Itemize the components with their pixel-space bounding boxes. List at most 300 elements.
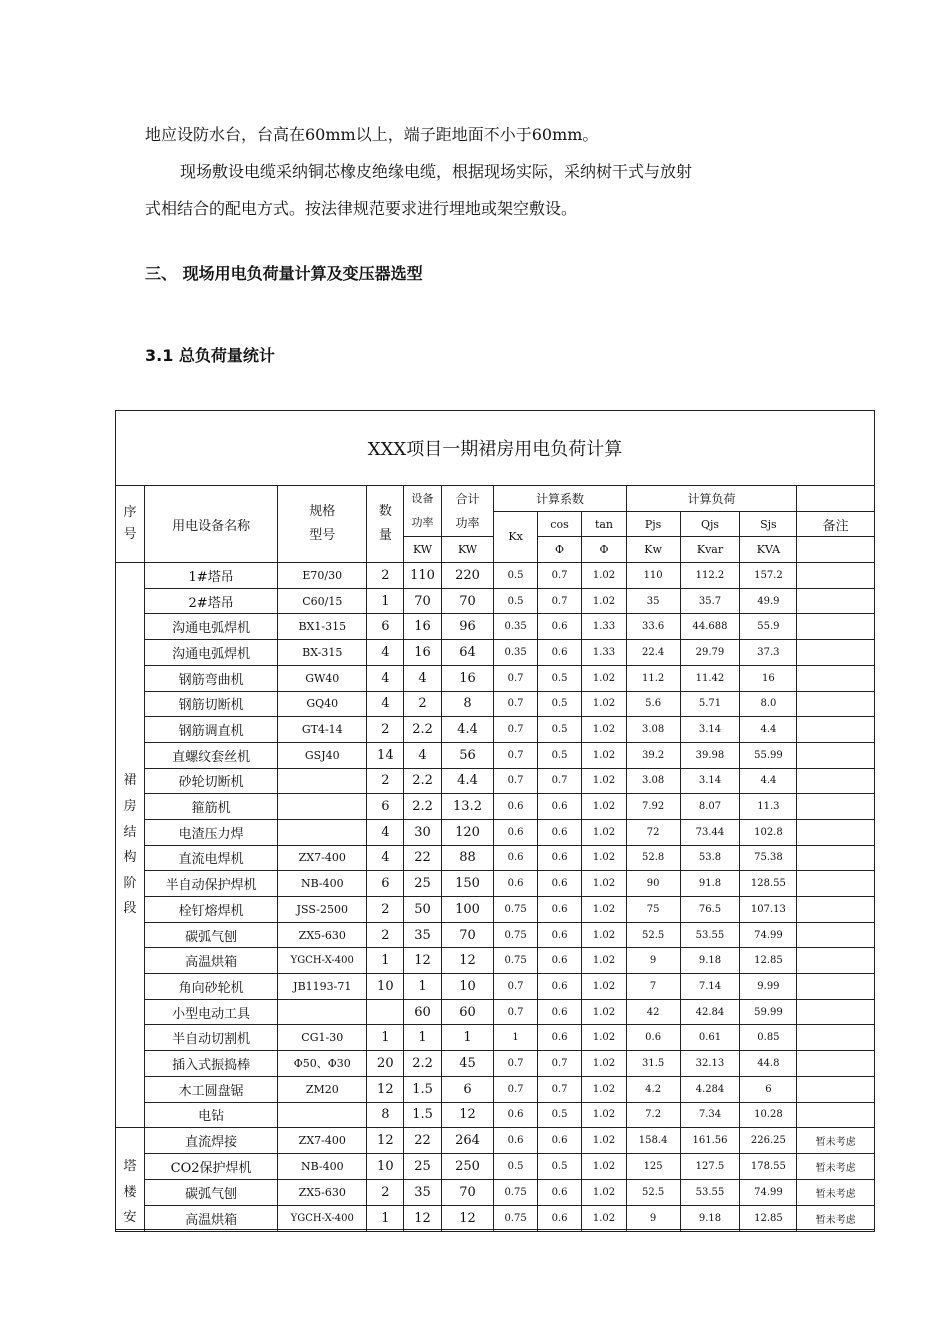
table-row [116, 1206, 875, 1232]
cell-kx: 0.6 [494, 1102, 537, 1128]
cell-pjs: 3.08 [626, 717, 680, 743]
cell-total: 250 [441, 1154, 494, 1180]
cell-pjs: 7 [626, 974, 680, 1000]
cell-pjs: 35 [626, 588, 680, 614]
cell-sjs: 12.85 [740, 1206, 797, 1232]
header-qjs: Qjs [680, 511, 740, 537]
header-tan: tan [582, 511, 626, 537]
cell-sjs: 74.99 [740, 922, 797, 948]
cell-note [797, 794, 875, 820]
cell-name: 直流电焊机 [144, 845, 277, 871]
group-label-char: 塔 [123, 1159, 137, 1175]
header-pjs: Pjs [626, 511, 680, 537]
table-row [116, 691, 875, 717]
cell-tan: 1.02 [582, 1180, 626, 1206]
cell-power: 1.5 [404, 1102, 441, 1128]
cell-cos: 0.5 [537, 691, 581, 717]
table-row [116, 999, 875, 1025]
cell-total: 13.2 [441, 794, 494, 820]
cell-sjs: 6 [740, 1076, 797, 1102]
cell-model: ZX5-630 [278, 1180, 367, 1206]
cell-note [797, 948, 875, 974]
cell-total: 70 [441, 922, 494, 948]
cell-qjs: 7.14 [680, 974, 740, 1000]
group-label-char: 构 [123, 850, 137, 866]
cell-kx: 0.7 [494, 974, 537, 1000]
cell-tan: 1.02 [582, 563, 626, 589]
cell-qjs: 11.42 [680, 665, 740, 691]
table-row [116, 1076, 875, 1102]
cell-tan: 1.02 [582, 1102, 626, 1128]
cell-power: 70 [404, 588, 441, 614]
cell-tan: 1.02 [582, 974, 626, 1000]
cell-cos: 0.6 [537, 948, 581, 974]
group-label-podium [116, 563, 145, 1128]
cell-note [797, 1051, 875, 1077]
cell-tan: 1.33 [582, 640, 626, 666]
table-row [116, 845, 875, 871]
cell-note [797, 768, 875, 794]
cell-power: 16 [404, 614, 441, 640]
cell-pjs: 5.6 [626, 691, 680, 717]
cell-sjs: 8.0 [740, 691, 797, 717]
cell-power: 16 [404, 640, 441, 666]
cell-qty [367, 999, 404, 1025]
cell-model: GQ40 [278, 691, 367, 717]
cell-qjs: 42.84 [680, 999, 740, 1025]
cell-total: 4.4 [441, 717, 494, 743]
table-row [116, 1180, 875, 1206]
cell-power: 2.2 [404, 717, 441, 743]
cell-model: BX-315 [278, 640, 367, 666]
cell-note [797, 819, 875, 845]
cell-qty: 4 [367, 845, 404, 871]
cell-cos: 0.6 [537, 871, 581, 897]
cell-name: CO2保护焊机 [144, 1154, 277, 1180]
cell-sjs: 9.99 [740, 974, 797, 1000]
cell-model: ZX7-400 [278, 845, 367, 871]
cell-model [278, 768, 367, 794]
header-cos-unit: Φ [537, 537, 581, 563]
cell-cos: 0.6 [537, 1128, 581, 1154]
cell-power: 110 [404, 563, 441, 589]
load-table [115, 485, 875, 1232]
cell-tan: 1.02 [582, 1051, 626, 1077]
cell-name: 角向砂轮机 [144, 974, 277, 1000]
cell-model: JB1193-71 [278, 974, 367, 1000]
cell-total: 264 [441, 1128, 494, 1154]
cell-cos: 0.6 [537, 819, 581, 845]
header-seq [116, 486, 145, 563]
cell-qty: 8 [367, 1102, 404, 1128]
cell-kx: 0.7 [494, 717, 537, 743]
cell-note [797, 1102, 875, 1128]
header-power-label: 设备功率 [411, 492, 434, 530]
cell-tan: 1.02 [582, 794, 626, 820]
cell-qty: 6 [367, 871, 404, 897]
cell-name: 直螺纹套丝机 [144, 742, 277, 768]
cell-pjs: 125 [626, 1154, 680, 1180]
cell-kx: 0.5 [494, 588, 537, 614]
cell-total: 100 [441, 897, 494, 923]
cell-kx: 0.7 [494, 742, 537, 768]
table-row [116, 897, 875, 923]
cell-name: 木工圆盘锯 [144, 1076, 277, 1102]
cell-power: 1.5 [404, 1076, 441, 1102]
cell-name: 小型电动工具 [144, 999, 277, 1025]
cell-kx: 0.7 [494, 1076, 537, 1102]
cell-sjs: 44.8 [740, 1051, 797, 1077]
cell-name: 直流焊接 [144, 1128, 277, 1154]
cell-qjs: 8.07 [680, 794, 740, 820]
cell-pjs: 72 [626, 819, 680, 845]
cell-model: GW40 [278, 665, 367, 691]
header-power-unit: KW [404, 537, 441, 563]
table-row [116, 1025, 875, 1051]
cell-cos: 0.5 [537, 1154, 581, 1180]
cell-total: 12 [441, 1102, 494, 1128]
cell-note [797, 1025, 875, 1051]
cell-qjs: 91.8 [680, 871, 740, 897]
cell-power: 30 [404, 819, 441, 845]
cell-power: 60 [404, 999, 441, 1025]
cell-total: 8 [441, 691, 494, 717]
cell-kx: 0.75 [494, 948, 537, 974]
header-note: 备注 [797, 511, 875, 537]
cell-total: 70 [441, 588, 494, 614]
cell-power: 2.2 [404, 794, 441, 820]
cell-pjs: 90 [626, 871, 680, 897]
cell-sjs: 55.9 [740, 614, 797, 640]
table-row [116, 563, 875, 589]
cell-kx: 0.75 [494, 897, 537, 923]
cell-total: 1 [441, 1025, 494, 1051]
cell-kx: 0.5 [494, 563, 537, 589]
table-row [116, 665, 875, 691]
cell-qjs: 7.34 [680, 1102, 740, 1128]
group-label-char: 结 [123, 824, 137, 840]
cell-model: YGCH-X-400 [278, 1206, 367, 1232]
paragraph-3: 式相结合的配电方式。按法律规范要求进行埋地或架空敷设。 [145, 199, 578, 218]
cell-name: 钢筋弯曲机 [144, 665, 277, 691]
cell-qty: 2 [367, 563, 404, 589]
cell-qjs: 53.55 [680, 922, 740, 948]
cell-name: 沟通电弧焊机 [144, 614, 277, 640]
group-label-char: 段 [123, 901, 137, 917]
cell-name: 碳弧气刨 [144, 922, 277, 948]
header-tan-unit: Φ [582, 537, 626, 563]
cell-cos: 0.7 [537, 1076, 581, 1102]
paragraph-2: 现场敷设电缆采纳铜芯橡皮绝缘电缆，根据现场实际，采纳树干式与放射 [180, 162, 693, 181]
table-row [116, 614, 875, 640]
cell-note [797, 1076, 875, 1102]
cell-pjs: 39.2 [626, 742, 680, 768]
cell-qty: 10 [367, 1154, 404, 1180]
cell-pjs: 4.2 [626, 1076, 680, 1102]
cell-sjs: 128.55 [740, 871, 797, 897]
cell-pjs: 52.8 [626, 845, 680, 871]
cell-qty: 6 [367, 794, 404, 820]
cell-pjs: 110 [626, 563, 680, 589]
header-total-unit: KW [441, 537, 494, 563]
cell-note [797, 897, 875, 923]
cell-total: 96 [441, 614, 494, 640]
cell-sjs: 74.99 [740, 1180, 797, 1206]
cell-name: 碳弧气刨 [144, 1180, 277, 1206]
cell-cos: 0.6 [537, 974, 581, 1000]
cell-cos: 0.6 [537, 640, 581, 666]
cell-qty: 6 [367, 614, 404, 640]
cell-model: NB-400 [278, 1154, 367, 1180]
cell-model: BX1-315 [278, 614, 367, 640]
cell-pjs: 158.4 [626, 1128, 680, 1154]
header-kx: Kx [494, 511, 537, 562]
cell-tan: 1.02 [582, 948, 626, 974]
cell-total: 70 [441, 1180, 494, 1206]
cell-name: 电钻 [144, 1102, 277, 1128]
cell-pjs: 0.6 [626, 1025, 680, 1051]
cell-qty: 1 [367, 1206, 404, 1232]
cell-qjs: 44.688 [680, 614, 740, 640]
cell-cos: 0.7 [537, 563, 581, 589]
section-heading: 三、 现场用电负荷量计算及变压器选型 [145, 264, 423, 283]
cell-tan: 1.02 [582, 845, 626, 871]
cell-sjs: 178.55 [740, 1154, 797, 1180]
cell-model: ZM20 [278, 1076, 367, 1102]
cell-model: GSJ40 [278, 742, 367, 768]
cell-qjs: 35.7 [680, 588, 740, 614]
table-row [116, 742, 875, 768]
cell-model: ZX7-400 [278, 1128, 367, 1154]
cell-kx: 0.35 [494, 614, 537, 640]
cell-qjs: 3.14 [680, 717, 740, 743]
header-total-label: 合计功率 [455, 492, 480, 531]
cell-qty: 1 [367, 948, 404, 974]
cell-pjs: 11.2 [626, 665, 680, 691]
cell-pjs: 22.4 [626, 640, 680, 666]
cell-model: ZX5-630 [278, 922, 367, 948]
header-pjs-unit: Kw [626, 537, 680, 563]
cell-cos: 0.5 [537, 1102, 581, 1128]
cell-model [278, 999, 367, 1025]
table-row [116, 1128, 875, 1154]
cell-qjs: 3.14 [680, 768, 740, 794]
cell-sjs: 75.38 [740, 845, 797, 871]
header-model [278, 486, 367, 563]
cell-qjs: 0.61 [680, 1025, 740, 1051]
cell-sjs: 226.25 [740, 1128, 797, 1154]
cell-note [797, 845, 875, 871]
cell-sjs: 10.28 [740, 1102, 797, 1128]
cell-qty: 2 [367, 768, 404, 794]
cell-kx: 0.5 [494, 1154, 537, 1180]
cell-name: 半自动保护焊机 [144, 871, 277, 897]
group-label-tower [116, 1128, 145, 1232]
subsection-heading: 3.1 总负荷量统计 [145, 346, 275, 365]
header-power [404, 486, 441, 537]
cell-cos: 0.6 [537, 897, 581, 923]
cell-name: 箍筋机 [144, 794, 277, 820]
cell-total: 4.4 [441, 768, 494, 794]
cell-kx: 0.6 [494, 819, 537, 845]
cell-pjs: 7.2 [626, 1102, 680, 1128]
table-row [116, 1102, 875, 1128]
cell-qty: 4 [367, 819, 404, 845]
cell-qty: 4 [367, 691, 404, 717]
cell-note: 暂未考虑 [797, 1206, 875, 1232]
cell-sjs: 4.4 [740, 717, 797, 743]
cell-name: 半自动切割机 [144, 1025, 277, 1051]
cell-kx: 0.35 [494, 640, 537, 666]
cell-name: 电渣压力焊 [144, 819, 277, 845]
cell-power: 2.2 [404, 1051, 441, 1077]
cell-cos: 0.5 [537, 665, 581, 691]
cell-note [797, 640, 875, 666]
cell-qty: 12 [367, 1076, 404, 1102]
cell-model: E70/30 [278, 563, 367, 589]
cell-power: 1 [404, 974, 441, 1000]
cell-sjs: 49.9 [740, 588, 797, 614]
cell-power: 12 [404, 1206, 441, 1232]
cell-cos: 0.5 [537, 717, 581, 743]
cell-total: 12 [441, 948, 494, 974]
cell-tan: 1.02 [582, 999, 626, 1025]
cell-note: 暂未考虑 [797, 1128, 875, 1154]
cell-qjs: 5.71 [680, 691, 740, 717]
header-sjs: Sjs [740, 511, 797, 537]
cell-qty: 1 [367, 588, 404, 614]
cell-note [797, 717, 875, 743]
cell-name: 插入式振捣棒 [144, 1051, 277, 1077]
cell-power: 4 [404, 742, 441, 768]
cell-qty: 4 [367, 665, 404, 691]
cell-name: 2#塔吊 [144, 588, 277, 614]
cell-total: 60 [441, 999, 494, 1025]
cell-name: 1#塔吊 [144, 563, 277, 589]
cell-pjs: 42 [626, 999, 680, 1025]
cell-qty: 4 [367, 640, 404, 666]
cell-tan: 1.02 [582, 742, 626, 768]
cell-tan: 1.02 [582, 922, 626, 948]
cell-sjs: 0.85 [740, 1025, 797, 1051]
cell-note [797, 665, 875, 691]
cell-cos: 0.6 [537, 999, 581, 1025]
header-sjs-unit: KVA [740, 537, 797, 563]
cell-cos: 0.6 [537, 845, 581, 871]
cell-pjs: 31.5 [626, 1051, 680, 1077]
cell-model: JSS-2500 [278, 897, 367, 923]
header-model-label: 规格型号 [309, 504, 336, 544]
header-note-bottom [797, 537, 875, 563]
cell-tan: 1.02 [582, 1128, 626, 1154]
header-name: 用电设备名称 [144, 486, 277, 563]
cell-name: 砂轮切断机 [144, 768, 277, 794]
cell-pjs: 52.5 [626, 922, 680, 948]
cell-tan: 1.02 [582, 1206, 626, 1232]
header-cos: cos [537, 511, 581, 537]
cell-total: 64 [441, 640, 494, 666]
header-coef-group: 计算系数 [494, 486, 626, 512]
cell-pjs: 33.6 [626, 614, 680, 640]
cell-power: 50 [404, 897, 441, 923]
cell-power: 2 [404, 691, 441, 717]
cell-qjs: 127.5 [680, 1154, 740, 1180]
table-row [116, 948, 875, 974]
cell-total: 6 [441, 1076, 494, 1102]
cell-cos: 0.6 [537, 1025, 581, 1051]
cell-model [278, 794, 367, 820]
header-note-top [797, 486, 875, 512]
cell-note [797, 691, 875, 717]
cell-model: GT4-14 [278, 717, 367, 743]
cell-tan: 1.02 [582, 1154, 626, 1180]
cell-note: 暂未考虑 [797, 1180, 875, 1206]
cell-name: 钢筋调直机 [144, 717, 277, 743]
table-row [116, 871, 875, 897]
cell-power: 25 [404, 1154, 441, 1180]
cell-model [278, 1102, 367, 1128]
cell-power: 12 [404, 948, 441, 974]
group-label-char: 安 [123, 1210, 137, 1226]
cell-total: 12 [441, 1206, 494, 1232]
cell-qjs: 161.56 [680, 1128, 740, 1154]
cell-sjs: 16 [740, 665, 797, 691]
cell-kx: 0.75 [494, 1206, 537, 1232]
cell-pjs: 9 [626, 948, 680, 974]
cell-qjs: 39.98 [680, 742, 740, 768]
cell-pjs: 75 [626, 897, 680, 923]
cell-note [797, 922, 875, 948]
cell-cos: 0.6 [537, 922, 581, 948]
cell-qjs: 53.55 [680, 1180, 740, 1206]
cell-total: 45 [441, 1051, 494, 1077]
table-title: XXX项目一期裙房用电负荷计算 [367, 438, 623, 460]
cell-qty: 12 [367, 1128, 404, 1154]
cell-tan: 1.02 [582, 1076, 626, 1102]
cell-kx: 0.7 [494, 1051, 537, 1077]
cell-sjs: 12.85 [740, 948, 797, 974]
cell-power: 1 [404, 1025, 441, 1051]
table-row [116, 1154, 875, 1180]
cell-power: 2.2 [404, 768, 441, 794]
cell-total: 120 [441, 819, 494, 845]
cell-name: 高温烘箱 [144, 948, 277, 974]
cell-model [278, 819, 367, 845]
cell-total: 150 [441, 871, 494, 897]
cell-power: 22 [404, 1128, 441, 1154]
cell-total: 10 [441, 974, 494, 1000]
cell-sjs: 59.99 [740, 999, 797, 1025]
cell-tan: 1.02 [582, 717, 626, 743]
cell-name: 高温烘箱 [144, 1206, 277, 1232]
cell-note [797, 588, 875, 614]
cell-tan: 1.02 [582, 897, 626, 923]
cell-qjs: 9.18 [680, 1206, 740, 1232]
cell-qjs: 76.5 [680, 897, 740, 923]
group-label-char: 裙 [123, 773, 137, 789]
cell-cos: 0.6 [537, 794, 581, 820]
cell-tan: 1.02 [582, 768, 626, 794]
cell-total: 16 [441, 665, 494, 691]
cell-kx: 0.7 [494, 665, 537, 691]
table-row [116, 717, 875, 743]
table-row [116, 922, 875, 948]
cell-cos: 0.6 [537, 614, 581, 640]
cell-kx: 0.6 [494, 871, 537, 897]
header-qty [367, 486, 404, 563]
table-row [116, 1051, 875, 1077]
cell-qty: 10 [367, 974, 404, 1000]
